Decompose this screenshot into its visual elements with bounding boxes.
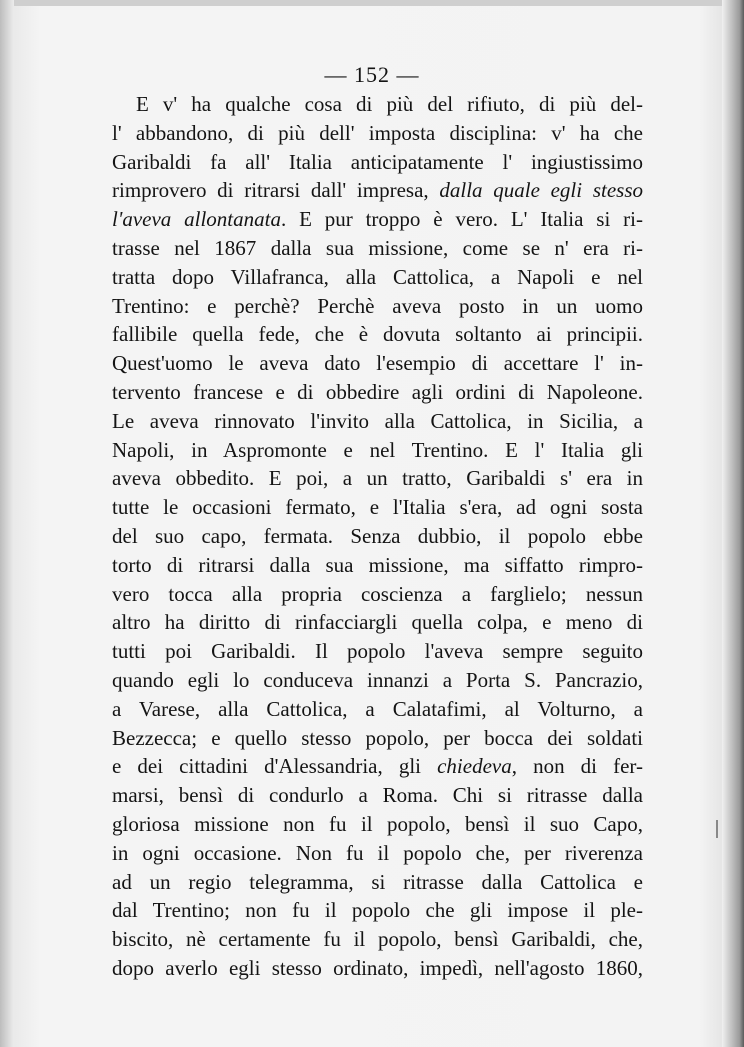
text-line (112, 263, 643, 292)
text-line (112, 119, 643, 148)
text-line (112, 954, 643, 983)
text-line (112, 925, 643, 954)
text-run: altro ha diritto di rinfacciargli quella colpa, e meno di (112, 610, 643, 635)
text-line (112, 493, 643, 522)
italic-text-run: l'aveva allontanata (112, 207, 281, 232)
scan-left-edge (0, 0, 14, 1047)
text-run: in ogni occasione. Non fu il popolo che, per riverenza (112, 840, 643, 865)
text-run: torto di ritrarsi dalla sua missione, ma siffatto rimpro- (112, 552, 643, 577)
text-run: , non di fer- (511, 754, 643, 779)
page-right-edge-shadow (722, 0, 744, 1047)
text-line (112, 464, 643, 493)
text-line (112, 436, 643, 465)
body-text (112, 90, 643, 983)
text-run: tutte le occasioni fermato, e l'Italia s'era, ad ogni sosta (112, 495, 643, 520)
text-line (112, 349, 643, 378)
text-line (112, 724, 643, 753)
text-line (112, 810, 643, 839)
text-line (112, 407, 643, 436)
text-run: dal Trentino; non fu il popolo che gli impose il ple- (112, 898, 643, 923)
text-run: l' abbandono, di più dell' imposta disciplina: v' ha che (112, 120, 643, 145)
text-line (112, 522, 643, 551)
text-run: aveva obbedito. E poi, a un tratto, Garibaldi s' era in (112, 466, 643, 491)
page-number: — 152 — (324, 62, 420, 87)
text-run: . E pur troppo è vero. L' Italia si ri- (280, 207, 643, 232)
text-run: tratta dopo Villafranca, alla Cattolica, a Napoli e nel (112, 264, 643, 289)
text-run: biscito, nè certamente fu il popolo, bensì Garibaldi, che, (112, 927, 643, 952)
text-line (112, 320, 643, 349)
italic-text-run: chiedeva (437, 754, 512, 779)
text-line (112, 378, 643, 407)
text-run: e dei cittadini d'Alessandria, gli (112, 754, 438, 779)
text-run: del suo capo, fermata. Senza dubbio, il popolo ebbe (112, 523, 643, 548)
text-line (112, 868, 643, 897)
text-run: E v' ha qualche cosa di più del rifiuto, di più del- (136, 92, 643, 116)
italic-text-run: dalla quale egli stesso (439, 178, 643, 203)
text-line (112, 896, 643, 925)
text-line (112, 839, 643, 868)
text-line (112, 608, 643, 637)
text-run: fallibile quella fede, che è dovuta soltanto ai principii. (112, 322, 643, 347)
text-run: ad un regio telegramma, si ritrasse dalla Cattolica e (112, 869, 643, 894)
text-run: a Varese, alla Cattolica, a Calatafimi, al Volturno, a (112, 696, 643, 721)
text-line (112, 580, 643, 609)
text-line (112, 292, 643, 321)
text-run: Garibaldi fa all' Italia anticipatamente l' ingiustissimo (112, 149, 643, 174)
text-line (112, 176, 643, 205)
text-run: Trentino: e perchè? Perchè aveva posto in un uomo (112, 293, 643, 318)
text-line (112, 695, 643, 724)
text-run: vero tocca alla propria coscienza a farglielo; nessun (112, 581, 643, 606)
text-run: tervento francese e di obbedire agli ordini di Napoleone. (112, 379, 643, 404)
text-run: tutti poi Garibaldi. Il popolo l'aveva sempre seguito (112, 639, 643, 664)
text-line (112, 205, 643, 234)
margin-scan-mark (716, 820, 718, 838)
text-line (112, 90, 643, 119)
text-run: Bezzecca; e quello stesso popolo, per bocca dei soldati (112, 725, 643, 750)
text-line (112, 234, 643, 263)
text-run: dopo averlo egli stesso ordinato, impedì, nell'agosto 1860, (112, 955, 643, 980)
text-run: Quest'uomo le aveva dato l'esempio di accettare l' in- (112, 351, 643, 376)
text-run: trasse nel 1867 dalla sua missione, come se n' era ri- (112, 235, 643, 260)
text-line (112, 781, 643, 810)
text-line (112, 148, 643, 177)
text-run: marsi, bensì di condurlo a Roma. Chi si ritrasse dalla (112, 783, 643, 808)
text-line (112, 637, 643, 666)
text-run: rimprovero di ritrarsi dall' impresa, (112, 178, 440, 203)
text-line (112, 666, 643, 695)
text-run: gloriosa missione non fu il popolo, bensì il suo Capo, (112, 811, 643, 836)
text-line (112, 551, 643, 580)
text-run: quando egli lo conduceva innanzi a Porta S. Pancrazio, (112, 667, 643, 692)
text-line (112, 752, 643, 781)
text-run: Le aveva rinnovato l'invito alla Cattolica, in Sicilia, a (112, 408, 643, 433)
text-run: Napoli, in Aspromonte e nel Trentino. E l' Italia gli (112, 437, 643, 462)
scan-top-edge (0, 0, 744, 6)
